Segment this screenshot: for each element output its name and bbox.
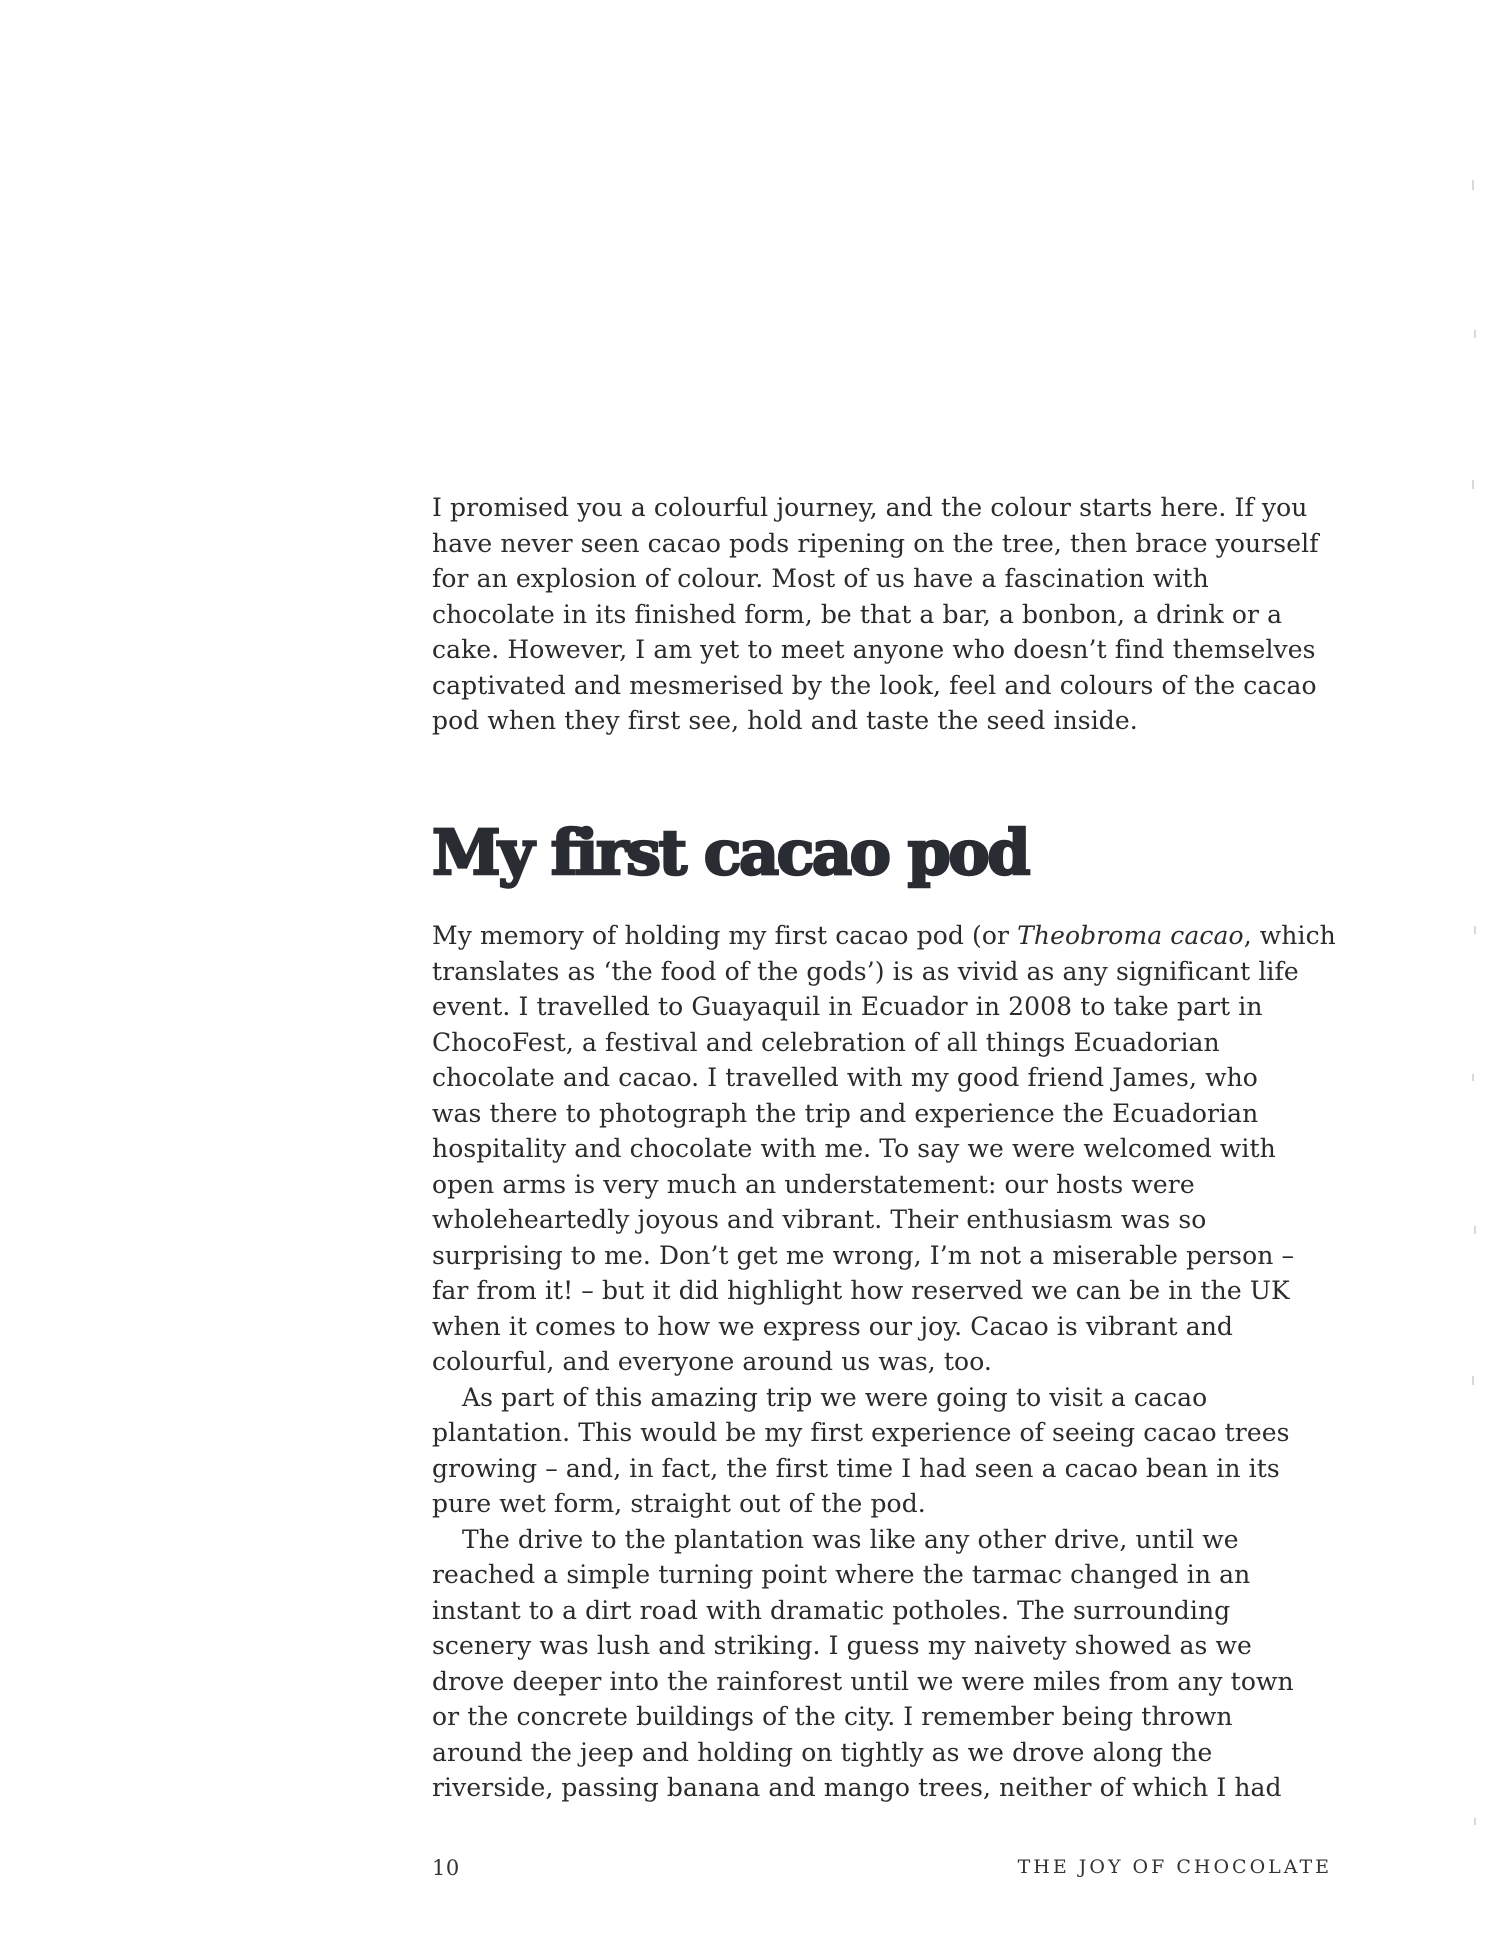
text-line: reached a simple turning point where the tarmac changed in an bbox=[432, 1560, 1251, 1589]
scan-mark bbox=[1472, 1376, 1474, 1385]
scan-mark bbox=[1474, 1818, 1476, 1825]
text-line: instant to a dirt road with dramatic potholes. The surrounding bbox=[432, 1595, 1231, 1625]
text-line: open arms is very much an understatement: our hosts were bbox=[432, 1169, 1195, 1199]
page-number: 10 bbox=[432, 1856, 460, 1880]
text-line: or the concrete buildings of the city. I remember being thrown bbox=[432, 1702, 1233, 1731]
text-line bbox=[432, 918, 1336, 954]
text-line: scenery was lush and striking. I guess my naivety showed as we bbox=[432, 1631, 1252, 1660]
text-line: surprising to me. Don’t get me wrong, I’m not a miserable person – bbox=[432, 1240, 1295, 1270]
scan-mark bbox=[1472, 480, 1474, 489]
latin-name: Theobroma cacao bbox=[1017, 921, 1244, 950]
text-line: cake. However, I am yet to meet anyone who doesn’t find themselves bbox=[432, 635, 1316, 664]
text-line: chocolate in its finished form, be that a bar, a bonbon, a drink or a bbox=[432, 599, 1283, 629]
intro-paragraph bbox=[432, 490, 1332, 739]
text-line: hospitality and chocolate with me. To say we were welcomed with bbox=[432, 1134, 1276, 1163]
scan-mark bbox=[1472, 180, 1474, 190]
text-line: colourful, and everyone around us was, too. bbox=[432, 1347, 992, 1376]
text-line: far from it! – but it did highlight how reserved we can be in the UK bbox=[432, 1276, 1290, 1305]
text-line: The drive to the plantation was like any other drive, until we bbox=[462, 1524, 1239, 1554]
text-line: around the jeep and holding on tightly as we drove along the bbox=[432, 1737, 1213, 1767]
scan-mark bbox=[1474, 330, 1476, 338]
scan-mark bbox=[1472, 1074, 1474, 1081]
text-line: chocolate and cacao. I travelled with my good friend James, who bbox=[432, 1063, 1258, 1092]
scan-mark bbox=[1474, 926, 1476, 934]
text-line: pod when they first see, hold and taste the seed inside. bbox=[432, 706, 1138, 735]
text-line: growing – and, in fact, the first time I had seen a cacao bean in its bbox=[432, 1453, 1280, 1483]
text-line: I promised you a colourful journey, and the colour starts here. If you bbox=[432, 493, 1308, 522]
scan-mark bbox=[1474, 1226, 1476, 1234]
text-fragment: My memory of holding my first cacao pod (or bbox=[432, 921, 1018, 950]
text-line: have never seen cacao pods ripening on the tree, then brace yourself bbox=[432, 528, 1319, 558]
text-fragment: , which bbox=[1243, 921, 1336, 950]
text-line: pure wet form, straight out of the pod. bbox=[432, 1489, 926, 1518]
text-line: event. I travelled to Guayaquil in Ecuador in 2008 to take part in bbox=[432, 992, 1263, 1021]
paragraph-drive bbox=[432, 1522, 1332, 1806]
text-line: riverside, passing banana and mango trees, neither of which I had bbox=[432, 1773, 1282, 1802]
text-line: translates as ‘the food of the gods’) is as vivid as any significant life bbox=[432, 956, 1299, 986]
running-head: THE JOY OF CHOCOLATE bbox=[1017, 1856, 1332, 1878]
section-heading: My first cacao pod bbox=[432, 816, 1029, 889]
text-line: plantation. This would be my first experience of seeing cacao trees bbox=[432, 1418, 1290, 1447]
text-line: when it comes to how we express our joy. Cacao is vibrant and bbox=[432, 1311, 1234, 1341]
text-line: drove deeper into the rainforest until we were miles from any town bbox=[432, 1666, 1294, 1696]
text-line: ChocoFest, a festival and celebration of all things Ecuadorian bbox=[432, 1027, 1220, 1057]
text-line: wholeheartedly joyous and vibrant. Their enthusiasm was so bbox=[432, 1205, 1207, 1234]
text-line: As part of this amazing trip we were going to visit a cacao bbox=[462, 1382, 1208, 1412]
paragraph-memory bbox=[432, 918, 1336, 1380]
text-line: was there to photograph the trip and experience the Ecuadorian bbox=[432, 1098, 1259, 1128]
text-line: captivated and mesmerised by the look, feel and colours of the cacao bbox=[432, 670, 1317, 700]
paragraph-trip bbox=[432, 1380, 1332, 1522]
section-body bbox=[432, 918, 1336, 1806]
text-line: for an explosion of colour. Most of us have a fascination with bbox=[432, 564, 1209, 593]
